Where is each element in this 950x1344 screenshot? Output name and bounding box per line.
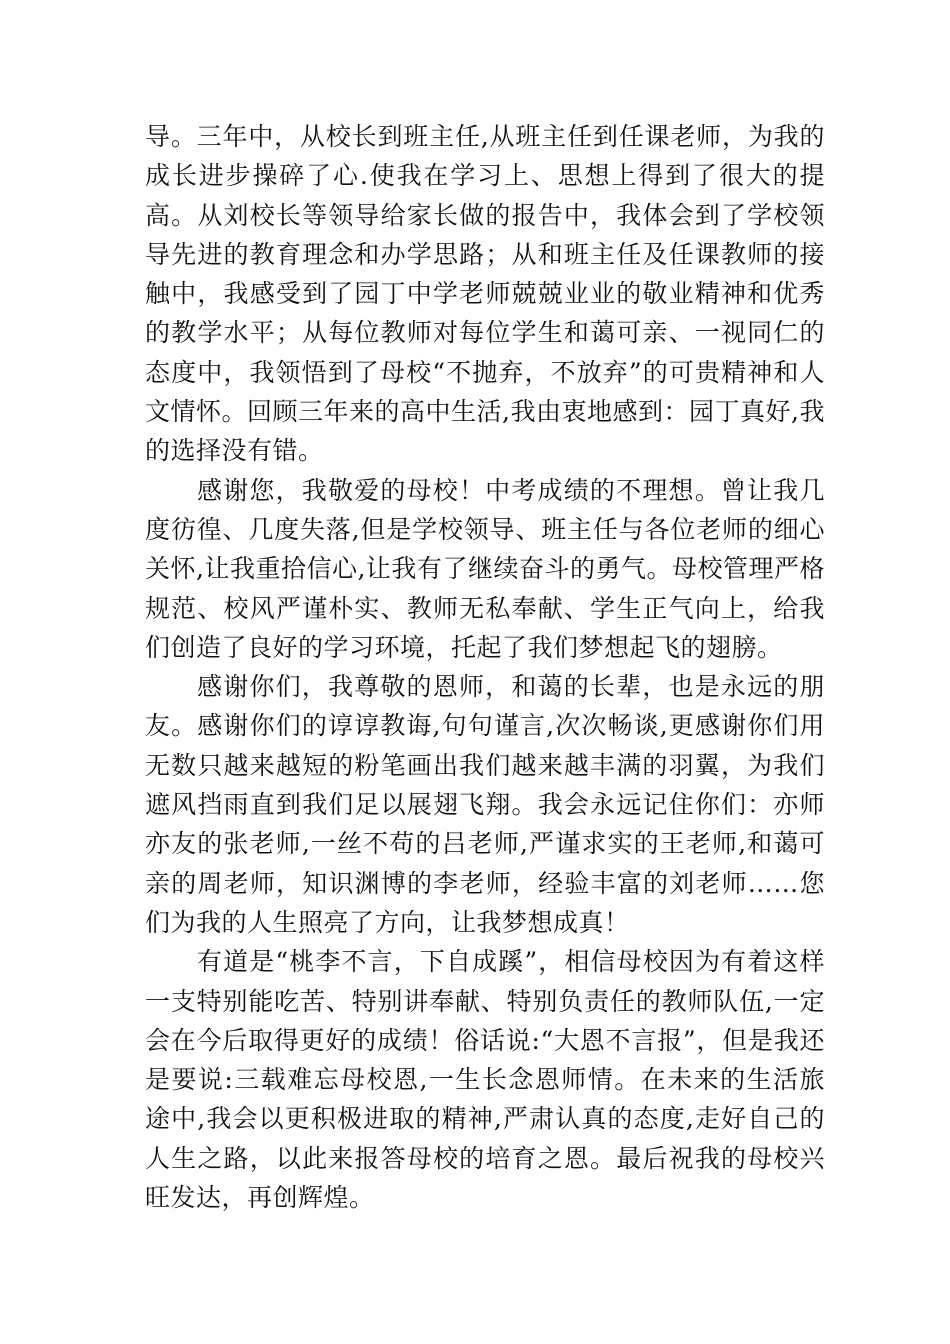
body-text (145, 117, 825, 1217)
paragraph-1: 导。三年中，从校长到班主任,从班主任到任课老师，为我的成长进步操碎了心.使我在学习上、思想上得到了很大的提高。从刘校长等领导给家长做的报告中，我体会到了学校领导先进的教育理念和办学思路；从和班主任及任课教师的接触中，我感受到了园丁中学老师兢兢业业的敬业精神和优秀的教学水平；从每位教师对每位学生和蔼可亲、一视同仁的态度中，我领悟到了母校“不抛弃，不放弃”的可贵精神和人文情怀。回顾三年来的高中生活,我由衷地感到：园丁真好,我的选择没有错。 (145, 122, 825, 466)
paragraph-4: 有道是“桃李不言，下自成蹊”，相信母校因为有着这样一支特别能吃苦、特别讲奉献、特别负责任的教师队伍,一定会在今后取得更好的成绩！俗话说:“大恩不言报”，但是我还是要说:三载难忘母校恩,一生长念恩师情。在未来的生活旅途中,我会以更积极进取的精神,严肃认真的态度,走好自己的人生之路，以此来报答母校的培育之恩。最后祝我的母校兴旺发达，再创辉煌。 (145, 947, 825, 1213)
paragraph-2: 感谢您，我敬爱的母校！中考成绩的不理想。曾让我几度彷徨、几度失落,但是学校领导、班主任与各位老师的细心关怀,让我重拾信心,让我有了继续奋斗的勇气。母校管理严格规范、校风严谨朴实、教师无私奉献、学生正气向上，给我们创造了良好的学习环境，托起了我们梦想起飞的翅膀。 (145, 475, 825, 662)
paragraph-3: 感谢你们，我尊敬的恩师，和蔼的长辈，也是永远的朋友。感谢你们的谆谆教诲,句句谨言,次次畅谈,更感谢你们用无数只越来越短的粉笔画出我们越来越丰满的羽翼，为我们遮风挡雨直到我们足以展翅飞翔。我会永远记住你们：亦师亦友的张老师,一丝不苟的吕老师,严谨求实的王老师,和蔼可亲的周老师，知识渊博的李老师，经验丰富的刘老师……您们为我的人生照亮了方向，让我梦想成真！ (145, 672, 825, 937)
